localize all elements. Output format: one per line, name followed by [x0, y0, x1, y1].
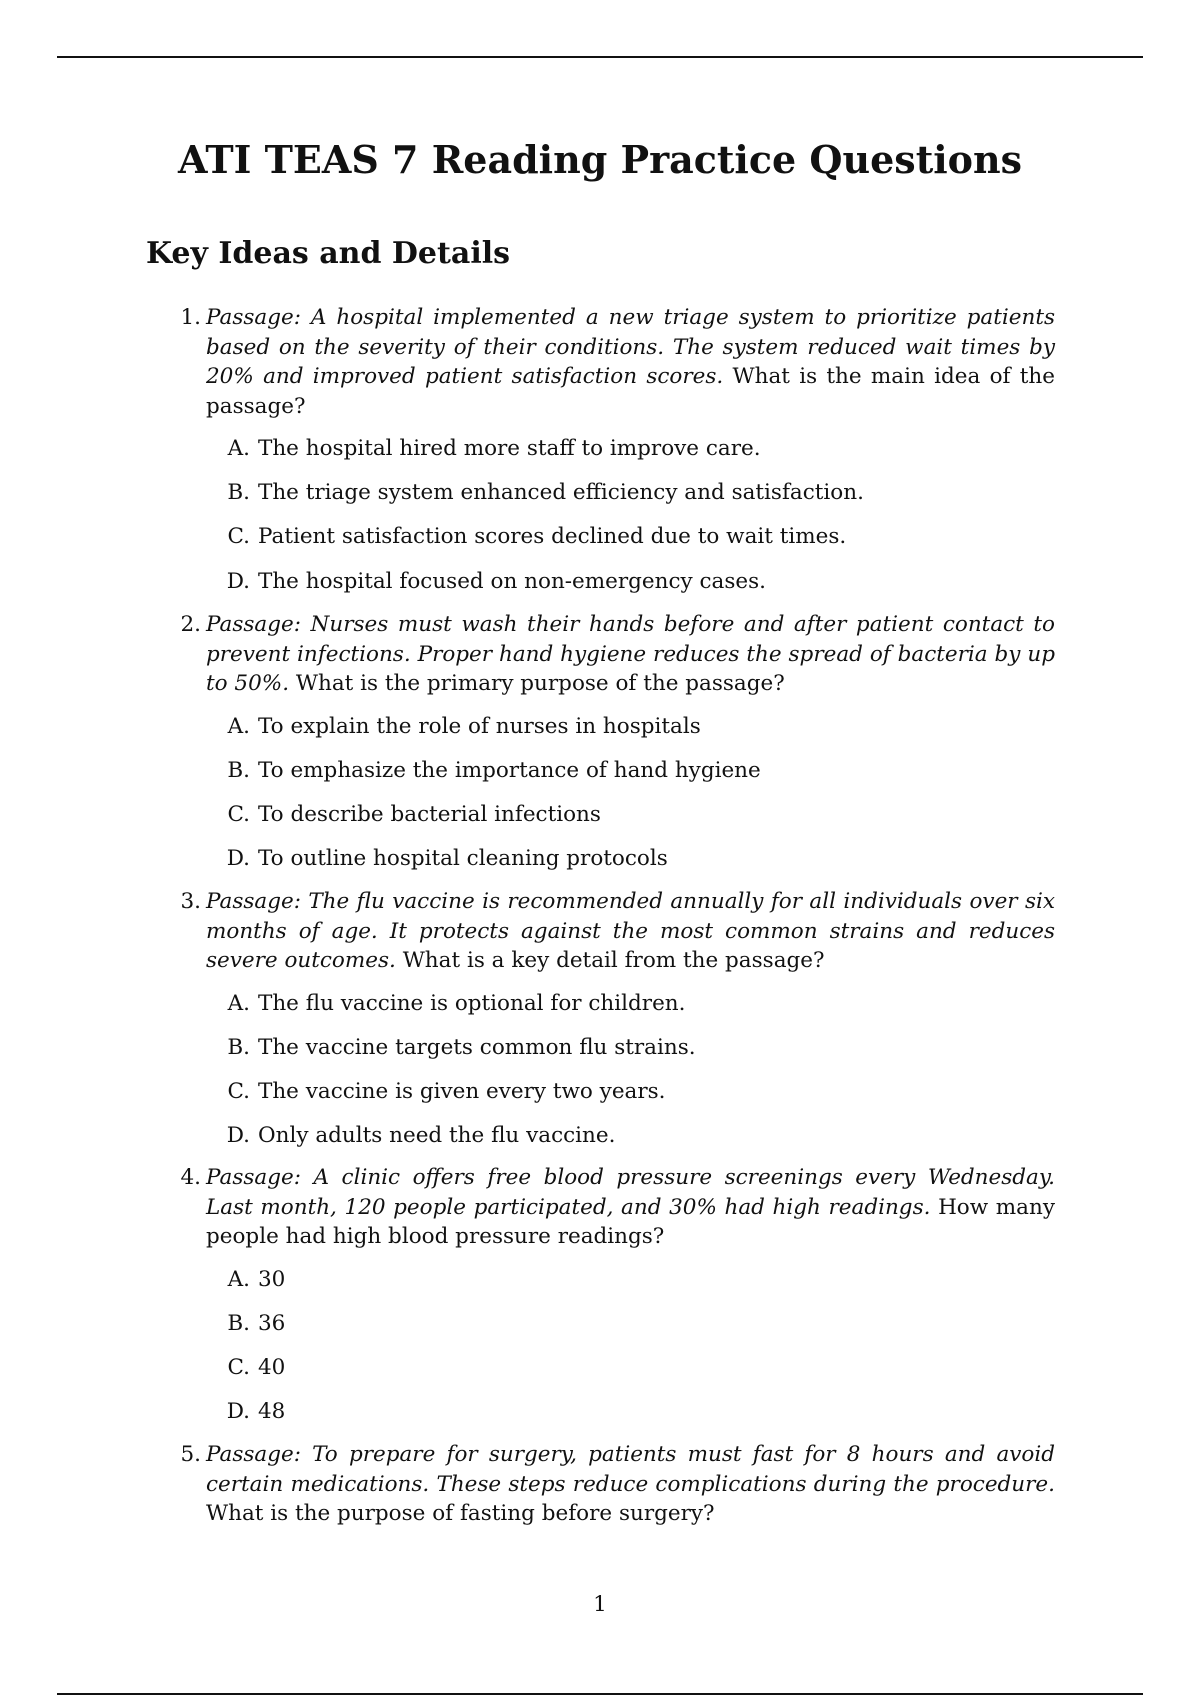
option-text: 36	[258, 1310, 286, 1336]
question-number: 1.	[180, 305, 201, 330]
option-letter: B.	[227, 1034, 250, 1060]
option-letter: B.	[227, 1310, 250, 1336]
option-text: Patient satisfaction scores declined due to wait times.	[258, 524, 847, 550]
question-text	[206, 1163, 1055, 1252]
answer-option-c[interactable]	[165, 800, 1055, 830]
bottom-rule	[57, 1693, 1143, 1695]
page-number: 1	[593, 1592, 607, 1617]
answer-option-d[interactable]	[165, 844, 1055, 874]
question-passage: Passage: Nurses must wash their hands before and after patient contact to prevent infections. Proper hand hygiene reduces the spread of bacteria by up to 50%.	[206, 612, 1055, 696]
question-prompt: What is the primary purpose of the passage?	[295, 671, 785, 696]
option-letter: C.	[227, 1354, 250, 1380]
answer-options	[165, 989, 1055, 1151]
question-text	[206, 303, 1055, 421]
answer-option-a[interactable]	[165, 712, 1055, 742]
answer-option-b[interactable]	[165, 478, 1055, 508]
answer-options	[165, 434, 1055, 596]
question-passage: Passage: The flu vaccine is recommended annually for all individuals over six months of age. It protects against the most common strains and reduces severe outcomes.	[206, 889, 1055, 973]
answer-option-b[interactable]	[165, 756, 1055, 786]
question-number: 2.	[180, 612, 201, 637]
answer-options	[165, 712, 1055, 874]
option-letter: D.	[226, 1399, 250, 1425]
question-2	[165, 610, 1055, 888]
question-prompt: What is the purpose of fasting before surgery?	[206, 1501, 715, 1526]
option-text: The flu vaccine is optional for children.	[258, 990, 686, 1016]
question-1	[165, 303, 1055, 611]
option-letter: D.	[226, 846, 250, 872]
question-passage: Passage: A clinic offers free blood pressure screenings every Wednesday. Last month, 120 people participated, and 30% had high readings.	[206, 1165, 1055, 1220]
question-prompt: What is the main idea of the passage?	[206, 364, 1055, 419]
question-3	[165, 887, 1055, 1165]
option-text: To emphasize the importance of hand hygiene	[258, 757, 761, 783]
option-text: The hospital focused on non-emergency cases.	[258, 568, 767, 594]
option-letter: D.	[226, 1123, 250, 1149]
answer-options	[165, 1265, 1055, 1427]
answer-option-c[interactable]	[165, 1353, 1055, 1383]
answer-option-c[interactable]	[165, 1077, 1055, 1107]
question-5	[165, 1440, 1055, 1529]
question-number: 5.	[180, 1442, 201, 1467]
answer-option-d[interactable]	[165, 567, 1055, 597]
option-text: To describe bacterial infections	[258, 801, 601, 827]
answer-option-d[interactable]	[165, 1397, 1055, 1427]
option-letter: A.	[227, 1266, 250, 1292]
question-passage: Passage: To prepare for surgery, patients must fast for 8 hours and avoid certain medications. These steps reduce complications during the procedure.	[206, 1442, 1055, 1497]
option-text: 48	[258, 1399, 286, 1425]
option-letter: D.	[226, 568, 250, 594]
option-text: To outline hospital cleaning protocols	[258, 846, 668, 872]
option-letter: A.	[227, 713, 250, 739]
section-title: Key Ideas and Details	[146, 236, 510, 271]
option-text: The triage system enhanced efficiency and satisfaction.	[258, 480, 864, 506]
option-text: The hospital hired more staff to improve care.	[258, 436, 761, 461]
option-text: 30	[258, 1266, 286, 1292]
question-prompt: What is a key detail from the passage?	[402, 948, 825, 973]
option-text: The vaccine targets common flu strains.	[258, 1034, 696, 1060]
option-letter: B.	[227, 480, 250, 506]
answer-option-b[interactable]	[165, 1033, 1055, 1063]
option-letter: C.	[227, 524, 250, 550]
page-title: ATI TEAS 7 Reading Practice Questions	[177, 137, 1023, 182]
answer-option-a[interactable]	[165, 1265, 1055, 1295]
question-number: 4.	[180, 1165, 201, 1190]
top-rule	[57, 56, 1143, 58]
option-letter: C.	[227, 1078, 250, 1104]
question-number: 3.	[180, 889, 201, 914]
option-text: The vaccine is given every two years.	[258, 1078, 666, 1104]
question-passage: Passage: A hospital implemented a new triage system to prioritize patients based on the severity of their conditions. The system reduced wait times by 20% and improved patient satisfaction scores.	[206, 305, 1055, 389]
question-4	[165, 1163, 1055, 1441]
question-text	[206, 887, 1055, 976]
option-text: To explain the role of nurses in hospitals	[258, 713, 701, 739]
answer-option-a[interactable]	[165, 434, 1055, 464]
answer-option-c[interactable]	[165, 522, 1055, 552]
answer-option-b[interactable]	[165, 1309, 1055, 1339]
option-letter: A.	[227, 990, 250, 1016]
option-letter: C.	[227, 801, 250, 827]
question-text	[206, 1440, 1055, 1529]
option-letter: A.	[227, 436, 250, 461]
option-text: 40	[258, 1354, 286, 1380]
answer-option-a[interactable]	[165, 989, 1055, 1019]
answer-option-d[interactable]	[165, 1121, 1055, 1151]
option-text: Only adults need the flu vaccine.	[258, 1123, 616, 1149]
option-letter: B.	[227, 757, 250, 783]
question-text	[206, 610, 1055, 699]
question-prompt: How many people had high blood pressure readings?	[206, 1194, 1055, 1249]
